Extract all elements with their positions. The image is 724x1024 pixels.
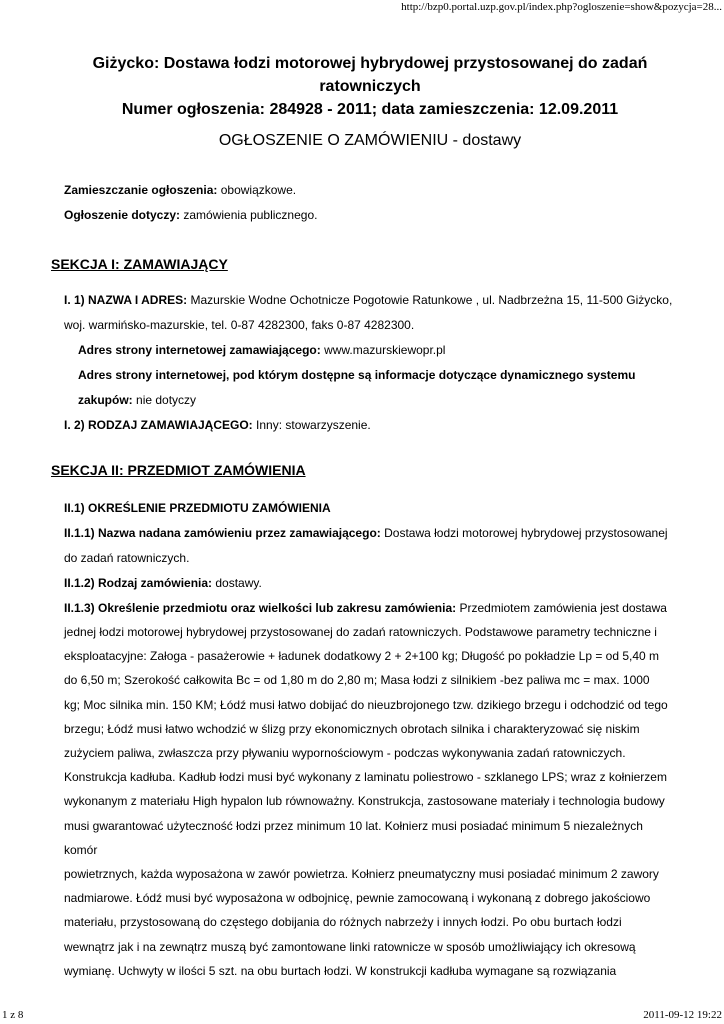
section-2-block bbox=[64, 496, 684, 621]
scope-line: eksploatacyjne: Załoga - pasażerowie + ładunek dodatkowy 2 + 2+100 kg; Długość po pokładzie Lp = od 5,40 m bbox=[64, 649, 660, 664]
section-2-heading: SEKCJA II: PRZEDMIOT ZAMÓWIENIA bbox=[51, 462, 306, 478]
concerns-row bbox=[64, 203, 684, 228]
page-url: http://bzp0.portal.uzp.gov.pl/index.php?ogloszenie=show&pozycja=28... bbox=[401, 1, 722, 13]
title-line-2: ratowniczych bbox=[319, 78, 421, 95]
section-1-heading: SEKCJA I: ZAMAWIAJĄCY bbox=[51, 256, 228, 272]
scope-line: do 6,50 m; Szerokość całkowita Bc = od 1,80 m do 2,80 m; Masa łodzi z silnikiem -bez paliwa mc = max. 1000 bbox=[64, 673, 650, 688]
page-subtitle: OGŁOSZENIE O ZAMÓWIENIU - dostawy bbox=[218, 132, 522, 149]
order-name-label: II.1.1) Nazwa nadana zamówieniu przez zamawiającego: bbox=[64, 526, 381, 540]
scope-line: nadmiarowe. Łódź musi być wyposażona w odbojnicę, pewnie zamocowaną i wykonaną z dobrego jakościowo bbox=[64, 891, 651, 906]
name-value-2: woj. warmińsko-mazurskie, tel. 0-87 4282300, faks 0-87 4282300. bbox=[64, 318, 415, 332]
page-title bbox=[40, 52, 700, 121]
scope-line: wykonanym z materiału High hypalon lub równoważny. Konstrukcja, zastosowane materiały i technologia budowy bbox=[64, 794, 665, 809]
posting-row bbox=[64, 178, 684, 203]
dynamic-label-1: Adres strony internetowej, pod którym dostępne są informacje dotyczące dynamicznego systemu bbox=[78, 368, 636, 382]
order-name-row bbox=[64, 521, 684, 546]
concerns-value: zamówienia publicznego. bbox=[183, 208, 318, 222]
scope-line: brzegu; Łódź musi łatwo wchodzić w ślizg przy ekonomicznych obrotach silnika i charakteryzować się niskim bbox=[64, 721, 640, 736]
website-label: Adres strony internetowej zamawiającego: bbox=[78, 343, 321, 357]
title-line-3: Numer ogłoszenia: 284928 - 2011; data zamieszczenia: 12.09.2011 bbox=[121, 101, 619, 118]
name-row bbox=[64, 288, 684, 313]
scope-first: Przedmiotem zamówienia jest dostawa bbox=[459, 601, 667, 615]
name-value-1: Mazurskie Wodne Ochotnicze Pogotowie Ratunkowe , ul. Nadbrzeżna 15, 11-500 Giżycko, bbox=[190, 293, 673, 307]
type-row bbox=[64, 413, 684, 438]
website-value: www.mazurskiewopr.pl bbox=[324, 343, 446, 357]
title-line-1: Giżycko: Dostawa łodzi motorowej hybrydowej przystosowanej do zadań bbox=[92, 55, 648, 72]
order-kind-label: II.1.2) Rodzaj zamówienia: bbox=[64, 576, 213, 590]
order-name-value-2: do zadań ratowniczych. bbox=[64, 551, 190, 565]
scope-line: wewnątrz jak i na zewnątrz muszą być zamontowane linki ratownicze w sposób umożliwiający ich okresową bbox=[64, 939, 636, 954]
scope-line: jednej łodzi motorowej hybrydowej przystosowanej do zadań ratowniczych. Podstawowe parametry techniczne i bbox=[64, 625, 657, 639]
order-kind-row bbox=[64, 571, 684, 596]
page-number: 1 z 8 bbox=[2, 1009, 24, 1021]
concerns-label: Ogłoszenie dotyczy: bbox=[64, 208, 181, 222]
scope-line: powietrznych, każda wyposażona w zawór powietrza. Kołnierz pneumatyczny musi posiadać minimum 2 zawory bbox=[64, 867, 659, 882]
name-label: I. 1) NAZWA I ADRES: bbox=[64, 293, 188, 307]
type-value: Inny: stowarzyszenie. bbox=[256, 418, 371, 432]
dynamic-label-2: zakupów: bbox=[78, 393, 133, 407]
order-kind-value: dostawy. bbox=[215, 576, 262, 590]
scope-line: wymianę. Uchwyty w ilości 5 szt. na obu burtach łodzi. W konstrukcji kadłuba wymagane są rozwiązania bbox=[64, 963, 617, 978]
section-1-block bbox=[64, 288, 684, 438]
order-name-value-1: Dostawa łodzi motorowej hybrydowej przystosowanej bbox=[384, 526, 668, 540]
posting-label: Zamieszczanie ogłoszenia: bbox=[64, 183, 218, 197]
type-label: I. 2) RODZAJ ZAMAWIAJĄCEGO: bbox=[64, 418, 253, 432]
website-row bbox=[64, 338, 684, 363]
scope-line: musi gwarantować użyteczność łodzi przez minimum 10 lat. Kołnierz musi posiadać minimum 5 niezależnych komór bbox=[64, 818, 643, 857]
posting-value: obowiązkowe. bbox=[220, 183, 297, 197]
scope-line: kg; Moc silnika min. 150 KM; Łódź musi łatwo dobijać do nieuzbrojonego tzw. dzikiego brzegu i odchodzić od tego bbox=[64, 697, 668, 712]
subject-heading: II.1) OKREŚLENIE PRZEDMIOTU ZAMÓWIENIA bbox=[64, 501, 331, 515]
scope-text bbox=[64, 620, 676, 983]
intro-block bbox=[64, 178, 684, 228]
scope-line: materiału, przystosowaną do częstego dobijania do różnych nabrzeży i innych łodzi. Po obu burtach łodzi bbox=[64, 915, 622, 930]
scope-label: II.1.3) Określenie przedmiotu oraz wielkości lub zakresu zamówienia: bbox=[64, 601, 457, 615]
dynamic-value: nie dotyczy bbox=[136, 393, 197, 407]
scope-row bbox=[64, 596, 684, 621]
scope-line: zużyciem paliwa, zwłaszcza przy pływaniu wypornościowym - podczas wykonywania zadań ratowniczych. bbox=[64, 746, 626, 761]
scope-line: Konstrukcja kadłuba. Kadłub łodzi musi być wykonany z laminatu poliestrowo - szklanego LPS; wraz z kołnierzem bbox=[64, 770, 667, 785]
dynamic-row bbox=[64, 388, 684, 413]
print-datetime: 2011-09-12 19:22 bbox=[643, 1009, 722, 1021]
